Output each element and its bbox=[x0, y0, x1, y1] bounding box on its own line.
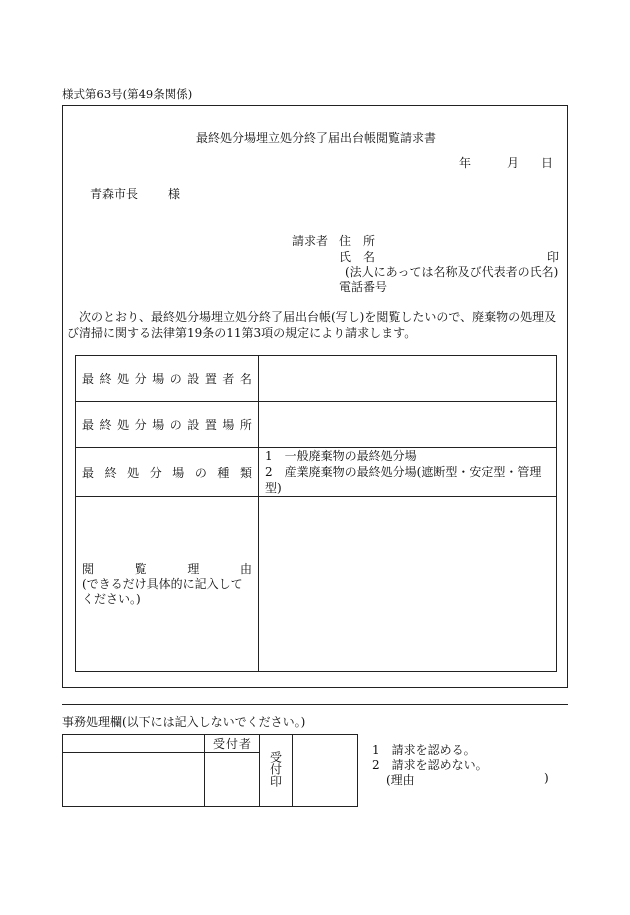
installer-name-field[interactable] bbox=[259, 356, 557, 402]
address-label: 住 所 bbox=[339, 234, 376, 248]
receipt-seal-label: 受付印 bbox=[268, 751, 283, 787]
receipt-seal-cell bbox=[260, 735, 293, 807]
table-row bbox=[76, 402, 557, 448]
row-label bbox=[76, 448, 259, 497]
receipt-seal-box bbox=[293, 735, 358, 807]
requester-label: 請求者 bbox=[292, 234, 329, 248]
receiver-header bbox=[205, 735, 260, 753]
reason-field[interactable] bbox=[259, 497, 557, 672]
decision-approve: 1 請求を認める。 bbox=[372, 743, 476, 757]
facility-type-option-industrial[interactable]: 2 産業廃棄物の最終処分場(遮断型・安定型・管理型) bbox=[265, 465, 542, 495]
facility-type-option-general[interactable]: 1 一般廃棄物の最終処分場 bbox=[265, 449, 417, 463]
table-row bbox=[76, 497, 557, 672]
row-label-text: 最 終 処 分 場 の 設 置 場 所 bbox=[82, 418, 252, 432]
date-day: 日 bbox=[541, 156, 554, 170]
name-label: 氏 名 bbox=[339, 250, 376, 264]
row-label bbox=[76, 402, 259, 448]
request-form bbox=[62, 105, 568, 688]
installation-location-field[interactable] bbox=[259, 402, 557, 448]
section-divider bbox=[62, 704, 568, 705]
reason-note: (できるだけ具体的に記入してください。) bbox=[82, 576, 243, 606]
request-table bbox=[75, 355, 557, 672]
row-label bbox=[76, 356, 259, 402]
addressee-name: 青森市長 bbox=[90, 187, 139, 201]
facility-type-options bbox=[259, 448, 557, 497]
office-section-title: 事務処理欄(以下には記入しないでください。) bbox=[62, 715, 306, 729]
table-row bbox=[76, 448, 557, 497]
office-use-table bbox=[62, 734, 358, 807]
row-label bbox=[76, 497, 259, 672]
reason-label: 閲 覧 理 由 bbox=[82, 561, 252, 576]
office-blank-cell bbox=[63, 735, 205, 753]
decision-reason-open: (理由 bbox=[386, 773, 415, 787]
table-row bbox=[76, 356, 557, 402]
form-title: 最終処分場埋立処分終了届出台帳閲覧請求書 bbox=[195, 131, 436, 145]
addressee-honorific: 様 bbox=[168, 187, 181, 201]
date-year: 年 bbox=[459, 156, 472, 170]
row-label-text: 最 終 処 分 場 の 設 置 者 名 bbox=[82, 372, 252, 386]
request-body-text: 次のとおり、最終処分場埋立処分終了届出台帳(写し)を閲覧したいので、廃棄物の処理及び清掃に関する法律第19条の11第3項の規定により請求します。 bbox=[67, 310, 557, 340]
office-entry-cell bbox=[63, 753, 205, 807]
phone-label: 電話番号 bbox=[339, 280, 388, 294]
form-number: 様式第63号(第49条関係) bbox=[62, 87, 193, 101]
decision-reason-close: ) bbox=[544, 771, 549, 785]
decision-deny: 2 請求を認めない。 bbox=[372, 758, 488, 772]
receiver-label: 受 付 者 bbox=[213, 737, 251, 751]
receiver-entry-cell bbox=[205, 753, 260, 807]
seal-mark: 印 bbox=[547, 250, 560, 264]
row-label-text: 最 終 処 分 場 の 種 類 bbox=[82, 465, 252, 480]
addressee bbox=[90, 185, 180, 202]
date-month: 月 bbox=[507, 156, 520, 170]
corporate-note: (法人にあっては名称及び代表者の氏名) bbox=[345, 265, 559, 279]
